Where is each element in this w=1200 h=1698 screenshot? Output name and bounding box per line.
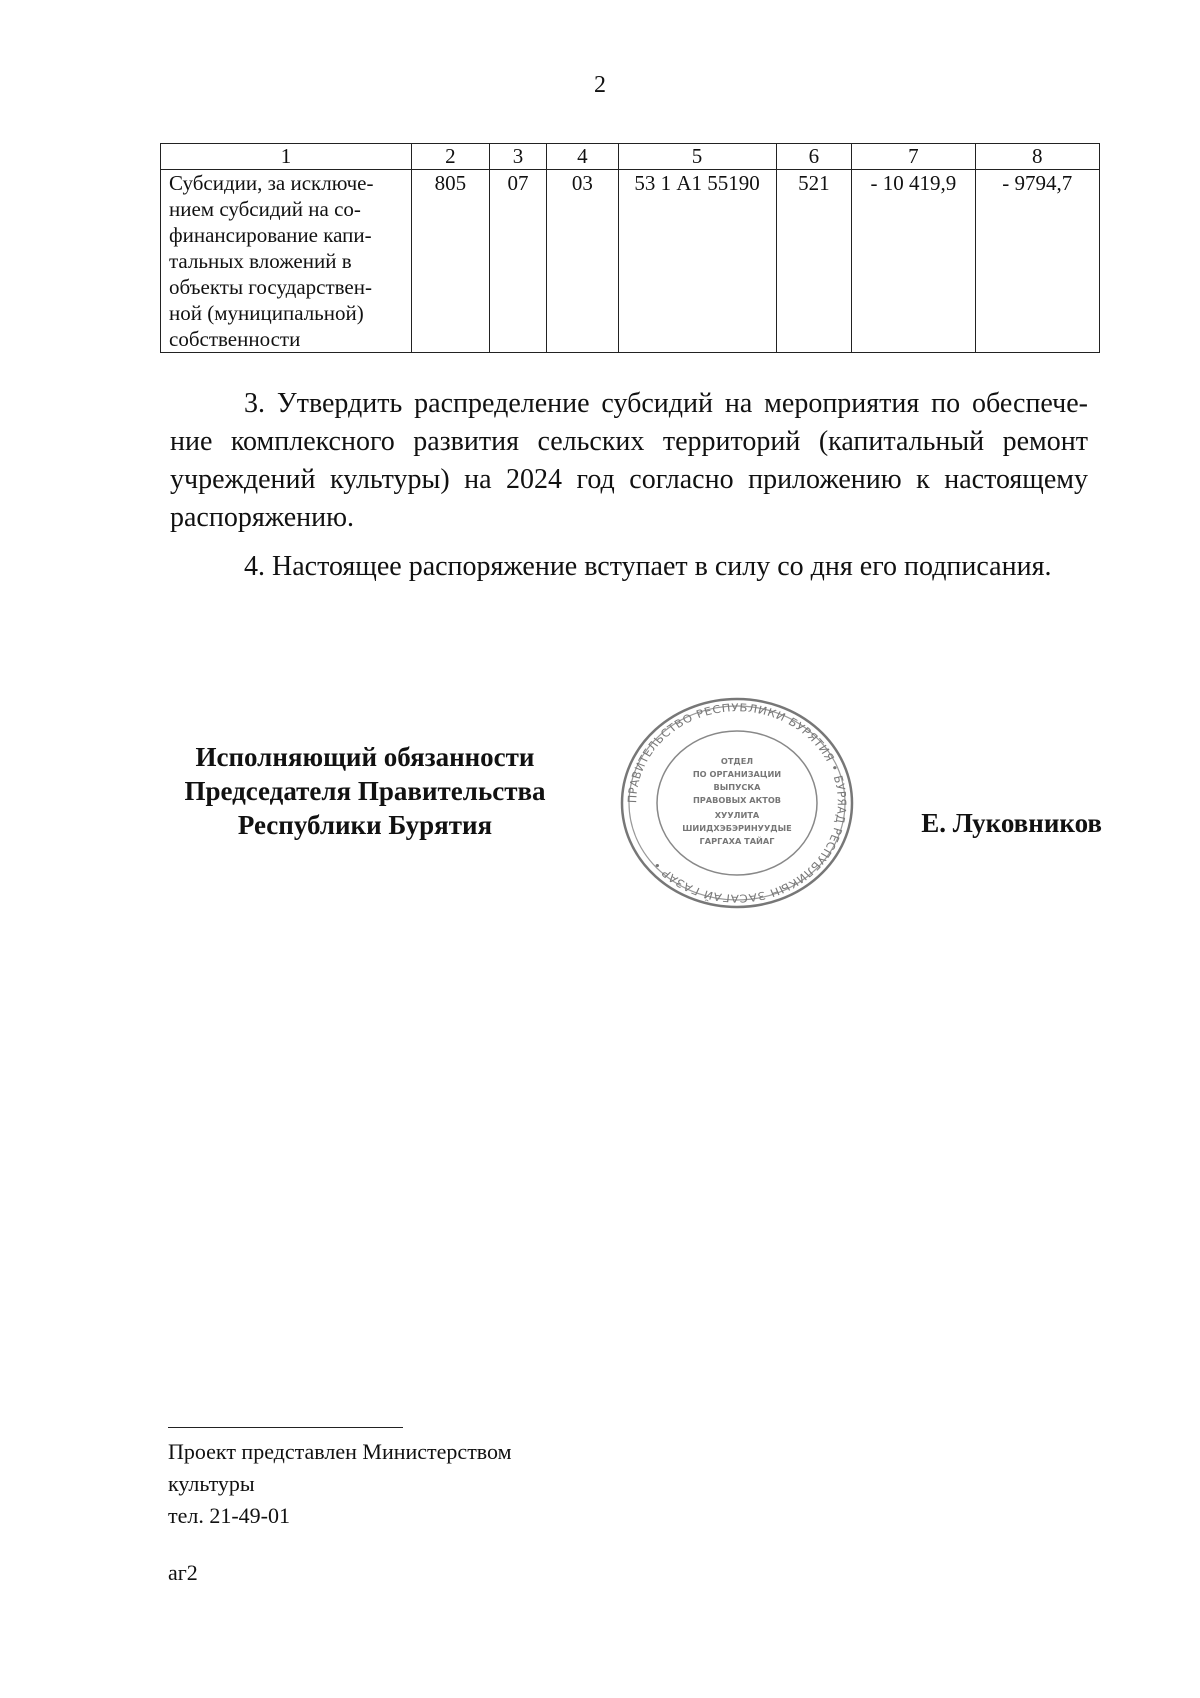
column-header: 4 xyxy=(547,144,618,170)
paragraph-3: 3. Утвердить распределение субсидий на мероприятия по обеспече-ние комплексного развития сельских территорий (капитальный ремонт учреждений культуры) на 2024 год согласно приложению к настоящему распоряжению. xyxy=(170,388,1088,533)
page-number: 2 xyxy=(594,72,606,98)
table-row xyxy=(161,170,1100,353)
row-name-line: финансирование капи- xyxy=(169,223,372,247)
seal-inner-line: ПО ОРГАНИЗАЦИИ xyxy=(692,769,782,779)
table-cell: 53 1 А1 55190 xyxy=(618,170,776,353)
column-header: 1 xyxy=(161,144,412,170)
signatory-name: Е. Луковников xyxy=(921,808,1102,838)
signatory-title-line: Председателя Правительства xyxy=(184,776,546,806)
signatory-title-line: Республики Бурятия xyxy=(237,810,493,840)
seal-inner-line: ХУУЛИТА xyxy=(714,810,760,820)
signatory-title-line: Исполняющий обязанности xyxy=(195,742,535,772)
footnote-line: тел. 21-49-01 xyxy=(168,1503,291,1528)
table-cell: - 9794,7 xyxy=(975,170,1099,353)
paragraph-4: 4. Настоящее распоряжение вступает в силу со дня его подписания. xyxy=(244,551,1052,582)
table-header-row xyxy=(161,144,1100,170)
reference-code: аг2 xyxy=(168,1560,198,1585)
seal-inner-line: ШИИДХЭБЭРИНУУДЫЕ xyxy=(682,823,792,833)
seal-outer-text: ПРАВИТЕЛЬСТВО РЕСПУБЛИКИ БУРЯТИЯ • БУРЯАД РЕСПУБЛИКЫН ЗАСАГАЙ ГАЗАР • xyxy=(625,701,849,905)
seal-inner-line: ВЫПУСКА xyxy=(713,782,761,792)
seal-inner-line: ГАРГАХА ТАЙАГ xyxy=(699,836,775,846)
row-name-line: объекты государствен- xyxy=(169,275,372,299)
row-name-cell xyxy=(161,170,412,353)
budget-table xyxy=(160,143,1100,353)
column-header: 8 xyxy=(975,144,1099,170)
table-cell: - 10 419,9 xyxy=(852,170,975,353)
row-name-line: Субсидии, за исключе- xyxy=(169,171,374,195)
official-seal xyxy=(617,694,857,912)
row-name-line: тальных вложений в xyxy=(169,249,352,273)
footnote-divider xyxy=(168,1427,403,1428)
row-name-line: ной (муниципальной) xyxy=(169,301,364,325)
table-cell: 07 xyxy=(489,170,546,353)
column-header: 7 xyxy=(852,144,975,170)
row-name-line: нием субсидий на со- xyxy=(169,197,361,221)
table-cell: 805 xyxy=(411,170,489,353)
column-header: 2 xyxy=(411,144,489,170)
row-name-line: собственности xyxy=(169,327,301,351)
seal-inner-line: ПРАВОВЫХ АКТОВ xyxy=(692,795,782,805)
table-cell: 03 xyxy=(547,170,618,353)
column-header: 3 xyxy=(489,144,546,170)
seal-inner-line: ОТДЕЛ xyxy=(720,756,754,766)
column-header: 6 xyxy=(776,144,852,170)
footnote xyxy=(168,1436,512,1532)
table-cell: 521 xyxy=(776,170,852,353)
column-header: 5 xyxy=(618,144,776,170)
footnote-line: Проект представлен Министерством xyxy=(168,1439,512,1464)
signatory-title xyxy=(160,740,570,842)
footnote-line: культуры xyxy=(168,1471,255,1496)
